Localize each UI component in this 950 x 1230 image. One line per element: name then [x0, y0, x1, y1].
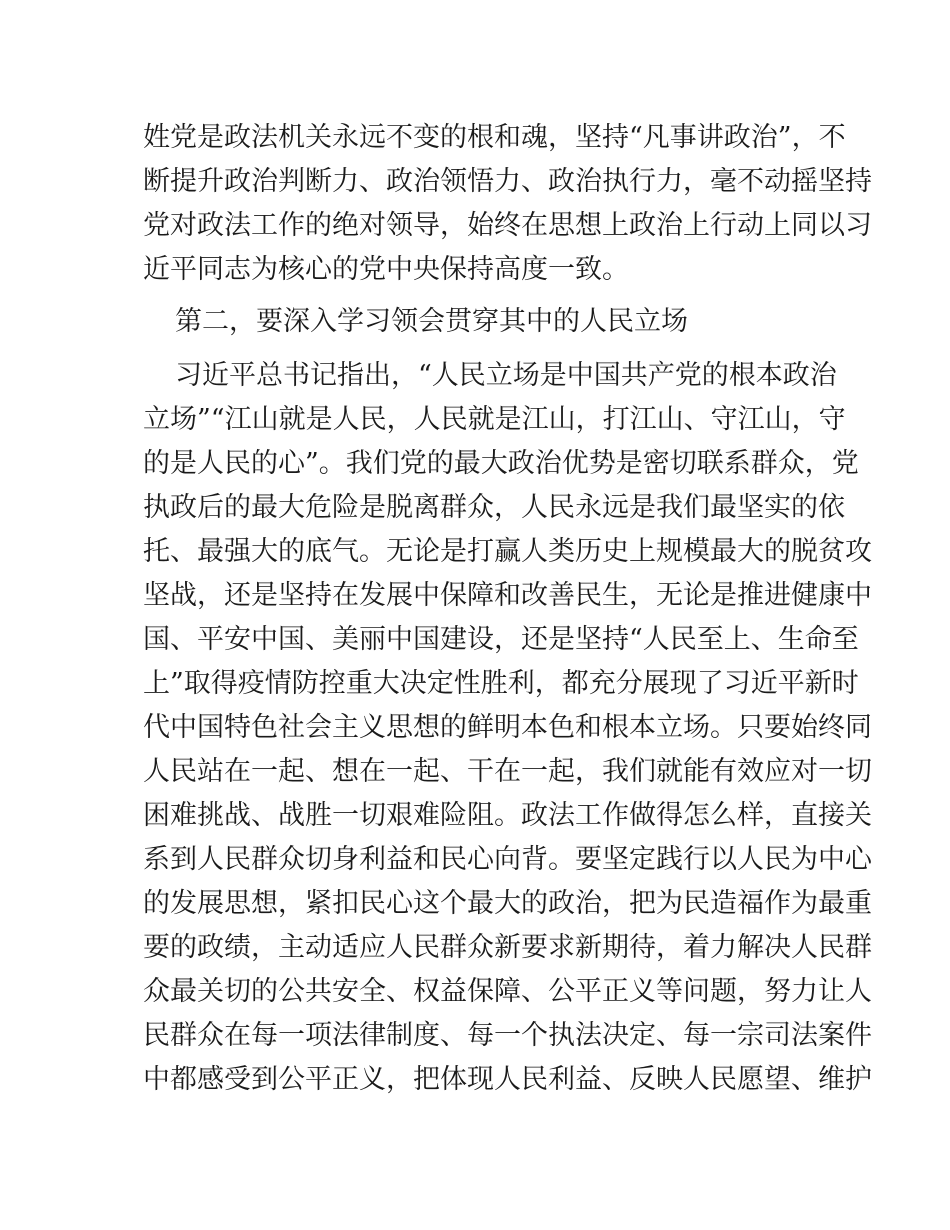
text-line-20: 众最关切的公共安全、权益保障、公平正义等问题，努力让人 [143, 976, 872, 1007]
section-heading: 第二，要深入学习领会贯穿其中的人民立场 [175, 306, 688, 337]
text-line-4: 近平同志为核心的党中央保持高度一致。 [143, 254, 629, 285]
text-line-11: 坚战，还是坚持在发展中保障和改善民生，无论是推进健康中 [143, 580, 872, 611]
text-line-13: 上”取得疫情防控重大决定性胜利，都充分展现了习近平新时 [143, 668, 859, 699]
text-line-1: 姓党是政法机关永远不变的根和魂，坚持“凡事讲政治”，不 [143, 122, 846, 153]
text-line-14: 代中国特色社会主义思想的鲜明本色和根本立场。只要始终同 [143, 712, 872, 743]
text-line-21: 民群众在每一项法律制度、每一个执法决定、每一宗司法案件 [143, 1020, 872, 1051]
text-line-2: 断提升政治判断力、政治领悟力、政治执行力，毫不动摇坚持 [143, 166, 872, 197]
text-line-17: 系到人民群众切身利益和民心向背。要坚定践行以人民为中心 [143, 844, 872, 875]
text-line-10: 托、最强大的底气。无论是打赢人类历史上规模最大的脱贫攻 [143, 536, 872, 567]
text-line-18: 的发展思想，紧扣民心这个最大的政治，把为民造福作为最重 [143, 888, 872, 919]
text-line-9: 执政后的最大危险是脱离群众，人民永远是我们最坚实的依 [143, 492, 845, 523]
text-line-7: 立场”“江山就是人民，人民就是江山，打江山、守江山，守 [143, 404, 846, 435]
text-line-19: 要的政绩，主动适应人民群众新要求新期待，着力解决人民群 [143, 932, 872, 963]
text-line-6: 习近平总书记指出，“人民立场是中国共产党的根本政治 [175, 360, 837, 391]
text-line-16: 困难挑战、战胜一切艰难险阻。政法工作做得怎么样，直接关 [143, 800, 872, 831]
text-line-15: 人民站在一起、想在一起、干在一起，我们就能有效应对一切 [143, 756, 872, 787]
text-line-8: 的是人民的心”。我们党的最大政治优势是密切联系群众，党 [143, 448, 859, 479]
text-line-12: 国、平安中国、美丽中国建设，还是坚持“人民至上、生命至 [143, 624, 859, 655]
text-line-3: 党对政法工作的绝对领导，始终在思想上政治上行动上同以习 [143, 210, 872, 241]
text-line-22: 中都感受到公平正义，把体现人民利益、反映人民愿望、维护 [143, 1064, 872, 1095]
